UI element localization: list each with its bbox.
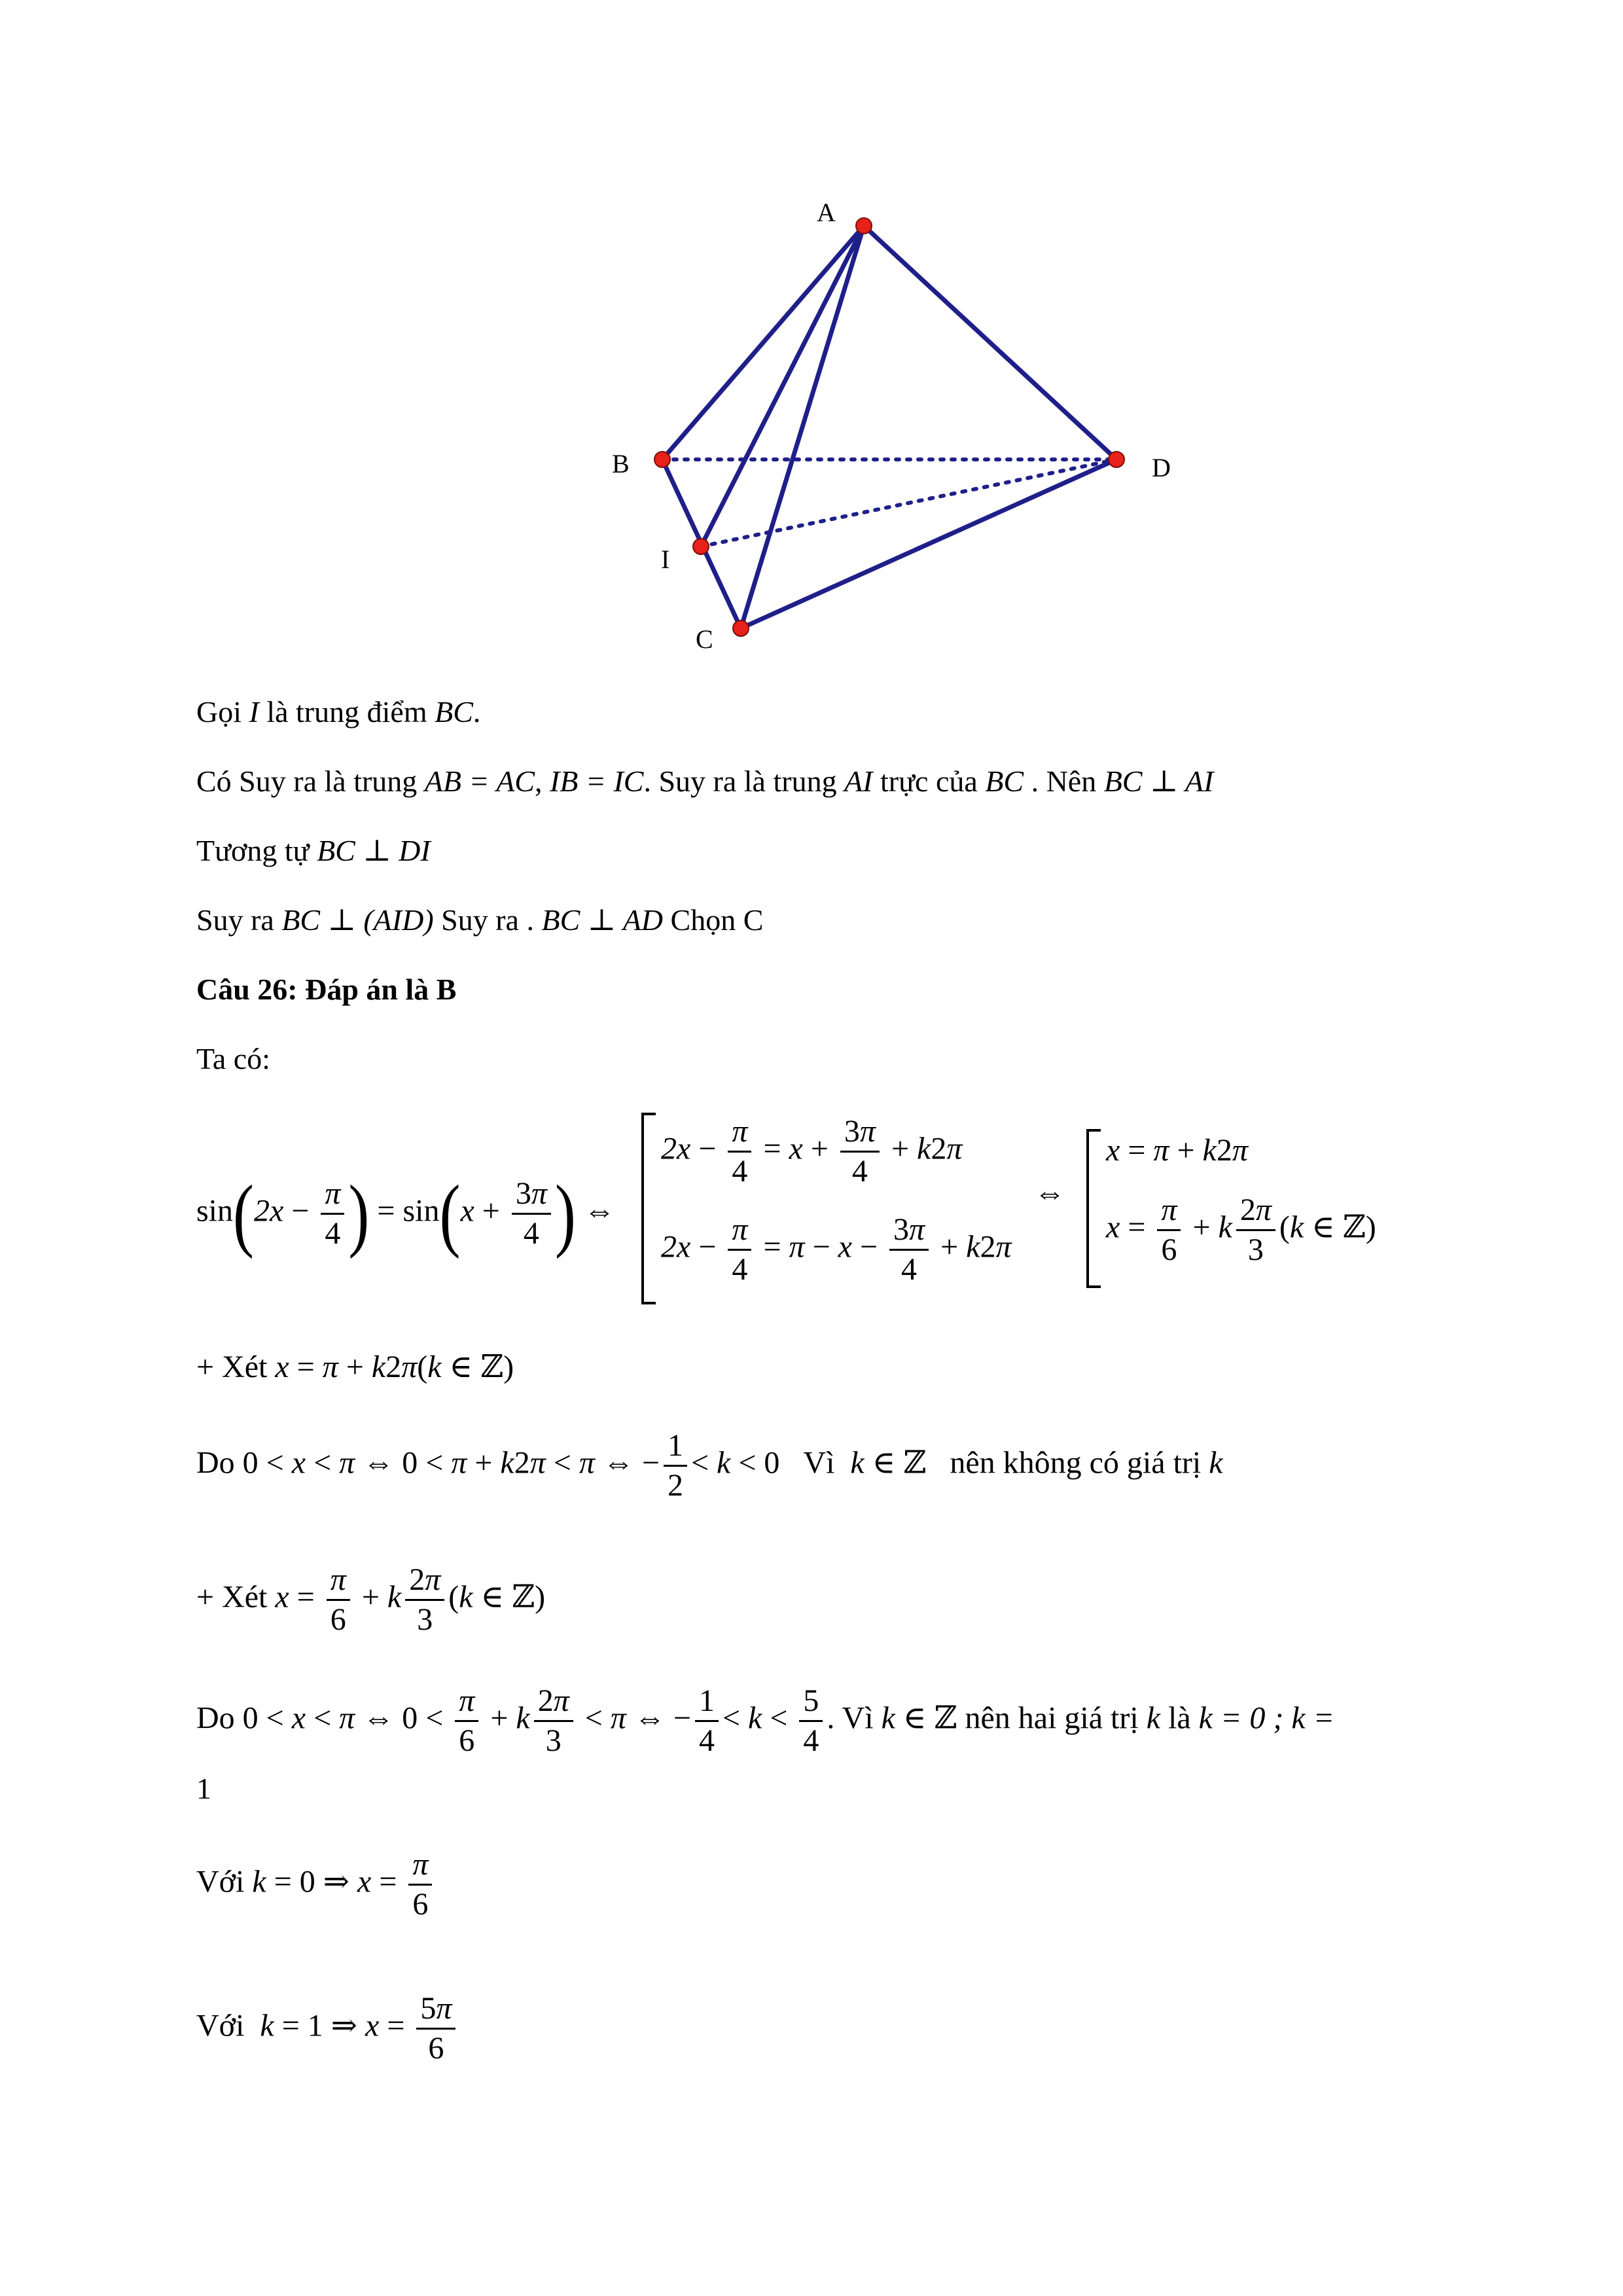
do-line-1: Do 0 < x < π ⇔ 0 < π + k2π < π ⇔ − $\frac{1}{2}$ < k < 0 Vì k ∈ ℤ nên không có giá trị k — [196, 1428, 1223, 1503]
voi-line-1: Với k = 0 ⇒ x = $\frac{\pi}{6}$ — [196, 1846, 436, 1924]
edge-ad — [864, 226, 1116, 459]
tetrahedron-figure — [0, 0, 1623, 687]
label-a: A — [817, 198, 836, 227]
point-b — [654, 452, 670, 467]
label-c: C — [696, 624, 713, 654]
question-heading: Câu 26: Đáp án là B — [196, 973, 457, 1006]
point-c — [733, 620, 749, 636]
do-line-2: Do 0 < x < π ⇔ 0 < $\frac{\pi}{6}$ + k $\frac{2\pi}{3}$ < π ⇔ − $\frac{1}{4}$ < k < $\frac{5}{4}$ . Vì k ∈ ℤ nên hai giá trị k là k = 0 ; k = — [196, 1683, 1335, 1758]
equation-main: sin(2x − $\frac{\pi}{4}$ ) = sin(x + $\frac{3\pi}{4}$ ) ⇔ 2x − $\frac{\pi}{4}$ = x + $\frac{3\pi}{4}$ + k2π 2x − $\frac{\pi}{4}$ = π − x − $\frac{3\pi}{4}$ + k2π ⇔ x = π + k2π x = $\frac{\pi}{6}$ + k $\frac{2\pi}{3}$ (k ∈ ℤ) — [196, 1113, 1440, 1309]
do-line-2-wrap: 1 — [196, 1772, 211, 1805]
edge-cd — [741, 459, 1116, 628]
text-line-1: Gọi I là trung điểm BC. — [196, 695, 481, 728]
ta-co-line: Ta có: — [196, 1042, 271, 1075]
label-i: I — [661, 545, 670, 574]
text-line-3: Tương tự BC ⊥ DI — [196, 834, 431, 867]
xet-line-1: + Xét x = π + k2π(k ∈ ℤ) — [196, 1348, 514, 1385]
point-i — [693, 539, 709, 554]
xet-line-2: + Xét x = $\frac{\pi}{6}$ + k $\frac{2\pi}{3}$ (k ∈ ℤ) — [196, 1562, 546, 1637]
point-d — [1109, 452, 1124, 467]
label-b: B — [612, 449, 630, 478]
text-line-4: Suy ra BC ⊥ (AID) Suy ra . BC ⊥ AD Chọn C — [196, 903, 764, 937]
voi-line-2: Với k = 1 ⇒ x = $\frac{5\pi}{6}$ — [196, 1990, 459, 2068]
edge-id-hidden — [701, 459, 1116, 547]
point-a — [856, 218, 872, 234]
text-line-2: Có Suy ra là trung AB = AC, IB = IC. Suy ra là trung AI trực của BC . Nên BC ⊥ AI — [196, 764, 1214, 798]
label-d: D — [1152, 453, 1171, 482]
